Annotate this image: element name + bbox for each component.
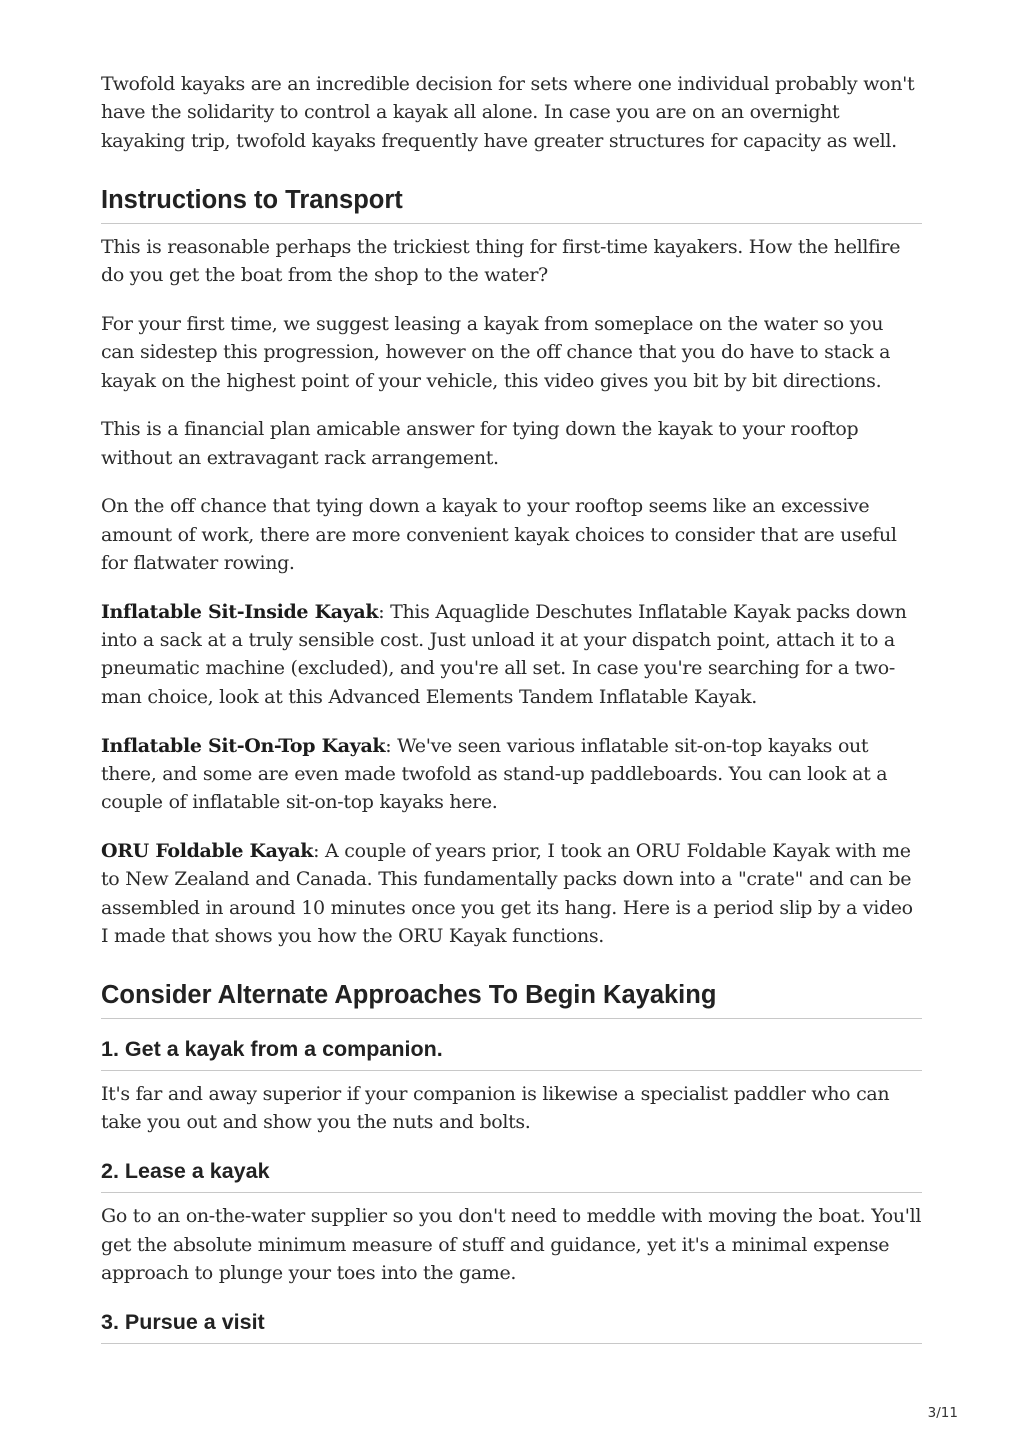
subheading-lease: 2. Lease a kayak [101,1157,922,1193]
subheading-companion: 1. Get a kayak from a companion. [101,1035,922,1071]
option-term: Inflatable Sit-On-Top Kayak [101,734,386,757]
option-inflatable-sit-inside [101,598,922,711]
page-number: 3/11 [927,1405,958,1421]
heading-transport: Instructions to Transport [101,184,922,224]
transport-paragraph-3: This is a financial plan amicable answer for tying down the kayak to your rooftop without an extravagant rack arrangement. [101,418,859,469]
option-oru-foldable [101,837,922,950]
option-term: Inflatable Sit-Inside Kayak [101,600,379,623]
transport-paragraph-2: For your first time, we suggest leasing a kayak from someplace on the water so you can sidestep this progression, however on the off chance that you do have to stack a kayak on the highest point of your vehicle, this video gives you bit by bit directions. [101,312,891,392]
option-description: : A couple of years prior, I took an ORU Foldable Kayak with me to New Zealand and Canada. This fundamentally packs down into a "crate" and can be assembled in around 10 minutes once you get its hang. Here is a period slip by a video I made that shows you how the ORU Kayak functions. [101,839,913,947]
subheading-visit: 3. Pursue a visit [101,1308,922,1344]
lease-paragraph: Go to an on-the-water supplier so you don't need to meddle with moving the boat. You'll get the absolute minimum measure of stuff and guidance, yet it's a minimal expense approach to plunge your toes into the game. [101,1205,922,1284]
transport-paragraph-4: On the off chance that tying down a kayak to your rooftop seems like an excessive amount of work, there are more convenient kayak choices to consider that are useful for flatwater rowing. [101,495,897,575]
option-inflatable-sit-on-top [101,732,922,817]
option-description: : We've seen various inflatable sit-on-top kayaks out there, and some are even made twofold as stand-up paddleboards. You can look at a couple of inflatable sit-on-top kayaks here. [101,734,888,814]
article-content [101,70,922,1353]
companion-paragraph: It's far and away superior if your companion is likewise a specialist paddler who can take you out and show you the nuts and bolts. [101,1083,890,1134]
option-term: ORU Foldable Kayak [101,839,314,862]
transport-paragraph-1: This is reasonable perhaps the trickiest thing for first-time kayakers. How the hellfire do you get the boat from the shop to the water? [101,235,901,287]
intro-paragraph: Twofold kayaks are an incredible decision for sets where one individual probably won't have the solidarity to control a kayak all alone. In case you are on an overnight kayaking trip, twofold kayaks frequently have greater structures for capacity as well. [101,73,915,152]
option-description: : This Aquaglide Deschutes Inflatable Kayak packs down into a sack at a truly sensible cost. Just unload it at your dispatch point, attach it to a pneumatic machine (excluded), and you're all set. In case you're searching for a two-man choice, look at this Advanced Elements Tandem Inflatable Kayak. [101,600,907,708]
heading-alternates: Consider Alternate Approaches To Begin Kayaking [101,979,922,1019]
